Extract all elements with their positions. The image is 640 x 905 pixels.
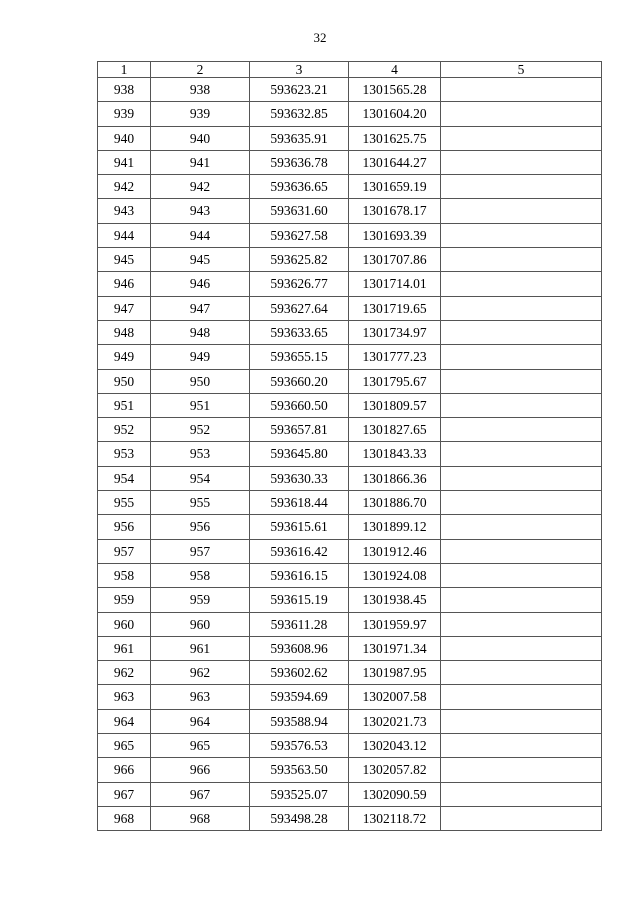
table-cell-col4: 1301924.08	[349, 563, 441, 587]
table-cell-col3: 593630.33	[250, 466, 349, 490]
table-row	[98, 588, 602, 612]
column-header-5: 5	[441, 62, 602, 78]
table-cell-col1: 950	[98, 369, 151, 393]
table-cell-col5	[441, 320, 602, 344]
table-row	[98, 199, 602, 223]
table-cell-col5	[441, 515, 602, 539]
table-cell-col3: 593631.60	[250, 199, 349, 223]
table-cell-col3: 593633.65	[250, 320, 349, 344]
table-cell-col2: 944	[151, 223, 250, 247]
table-cell-col3: 593627.58	[250, 223, 349, 247]
table-cell-col2: 949	[151, 345, 250, 369]
table-cell-col3: 593660.50	[250, 393, 349, 417]
table-cell-col1: 966	[98, 758, 151, 782]
table-cell-col4: 1301659.19	[349, 175, 441, 199]
table-cell-col2: 940	[151, 126, 250, 150]
table-cell-col3: 593657.81	[250, 418, 349, 442]
table-cell-col2: 967	[151, 782, 250, 806]
table-cell-col2: 962	[151, 661, 250, 685]
table-cell-col3: 593616.15	[250, 563, 349, 587]
table-cell-col5	[441, 418, 602, 442]
table-cell-col3: 593608.96	[250, 636, 349, 660]
table-row	[98, 296, 602, 320]
table-cell-col1: 953	[98, 442, 151, 466]
table-cell-col3: 593618.44	[250, 491, 349, 515]
table-cell-col3: 593636.78	[250, 150, 349, 174]
table-cell-col4: 1301678.17	[349, 199, 441, 223]
table-cell-col4: 1301565.28	[349, 78, 441, 102]
table-cell-col2: 938	[151, 78, 250, 102]
table-cell-col5	[441, 296, 602, 320]
table-cell-col1: 947	[98, 296, 151, 320]
table-cell-col2: 955	[151, 491, 250, 515]
table-cell-col5	[441, 491, 602, 515]
table-row	[98, 369, 602, 393]
table-cell-col1: 965	[98, 734, 151, 758]
table-cell-col1: 941	[98, 150, 151, 174]
table-row	[98, 806, 602, 830]
table-cell-col5	[441, 272, 602, 296]
table-cell-col3: 593625.82	[250, 248, 349, 272]
table-cell-col5	[441, 612, 602, 636]
table-cell-col5	[441, 223, 602, 247]
table-cell-col3: 593632.85	[250, 102, 349, 126]
table-row	[98, 612, 602, 636]
table-cell-col4: 1301899.12	[349, 515, 441, 539]
table-cell-col2: 968	[151, 806, 250, 830]
table-cell-col3: 593588.94	[250, 709, 349, 733]
page-number: 32	[313, 30, 327, 45]
table-cell-col3: 593576.53	[250, 734, 349, 758]
table-cell-col2: 966	[151, 758, 250, 782]
table-cell-col3: 593645.80	[250, 442, 349, 466]
table-cell-col5	[441, 709, 602, 733]
table-cell-col1: 945	[98, 248, 151, 272]
table-cell-col1: 955	[98, 491, 151, 515]
table-cell-col2: 965	[151, 734, 250, 758]
table-row	[98, 102, 602, 126]
table-cell-col5	[441, 78, 602, 102]
table-row	[98, 515, 602, 539]
table-cell-col4: 1301707.86	[349, 248, 441, 272]
table-row	[98, 150, 602, 174]
table-cell-col4: 1301604.20	[349, 102, 441, 126]
table-cell-col1: 961	[98, 636, 151, 660]
table-cell-col2: 958	[151, 563, 250, 587]
table-cell-col1: 948	[98, 320, 151, 344]
table-cell-col1: 942	[98, 175, 151, 199]
table-cell-col2: 952	[151, 418, 250, 442]
table-cell-col3: 593635.91	[250, 126, 349, 150]
table-cell-col2: 963	[151, 685, 250, 709]
table-cell-col3: 593616.42	[250, 539, 349, 563]
table-cell-col1: 963	[98, 685, 151, 709]
table-row	[98, 734, 602, 758]
table-cell-col2: 941	[151, 150, 250, 174]
table-row	[98, 345, 602, 369]
table-cell-col1: 959	[98, 588, 151, 612]
table-cell-col4: 1301777.23	[349, 345, 441, 369]
table-cell-col1: 938	[98, 78, 151, 102]
table-row	[98, 539, 602, 563]
table-row	[98, 491, 602, 515]
table-cell-col1: 968	[98, 806, 151, 830]
table-row	[98, 223, 602, 247]
table-row	[98, 782, 602, 806]
table-cell-col1: 967	[98, 782, 151, 806]
table-cell-col4: 1302118.72	[349, 806, 441, 830]
table-cell-col4: 1301719.65	[349, 296, 441, 320]
table-row	[98, 636, 602, 660]
column-header-2: 2	[151, 62, 250, 78]
table-cell-col4: 1301693.39	[349, 223, 441, 247]
table-cell-col2: 961	[151, 636, 250, 660]
table-cell-col1: 951	[98, 393, 151, 417]
table-row	[98, 709, 602, 733]
table-cell-col5	[441, 466, 602, 490]
table-row	[98, 563, 602, 587]
table-cell-col1: 957	[98, 539, 151, 563]
table-row	[98, 418, 602, 442]
table-cell-col2: 964	[151, 709, 250, 733]
table-cell-col5	[441, 345, 602, 369]
table-cell-col1: 960	[98, 612, 151, 636]
table-cell-col1: 943	[98, 199, 151, 223]
table-cell-col5	[441, 758, 602, 782]
table-cell-col5	[441, 588, 602, 612]
table-cell-col4: 1301971.34	[349, 636, 441, 660]
table-cell-col1: 946	[98, 272, 151, 296]
table-cell-col2: 959	[151, 588, 250, 612]
table-cell-col5	[441, 782, 602, 806]
table-cell-col1: 949	[98, 345, 151, 369]
column-header-3: 3	[250, 62, 349, 78]
table-cell-col5	[441, 661, 602, 685]
table-cell-col1: 952	[98, 418, 151, 442]
table-cell-col3: 593615.19	[250, 588, 349, 612]
table-cell-col2: 950	[151, 369, 250, 393]
table-cell-col1: 962	[98, 661, 151, 685]
table-cell-col3: 593660.20	[250, 369, 349, 393]
table-cell-col3: 593627.64	[250, 296, 349, 320]
table-cell-col1: 954	[98, 466, 151, 490]
table-cell-col2: 939	[151, 102, 250, 126]
table-cell-col5	[441, 393, 602, 417]
table-cell-col4: 1301734.97	[349, 320, 441, 344]
table-cell-col2: 948	[151, 320, 250, 344]
table-cell-col1: 944	[98, 223, 151, 247]
table-cell-col3: 593636.65	[250, 175, 349, 199]
table-cell-col2: 954	[151, 466, 250, 490]
table-cell-col4: 1301827.65	[349, 418, 441, 442]
table-cell-col3: 593615.61	[250, 515, 349, 539]
table-cell-col4: 1302090.59	[349, 782, 441, 806]
table-cell-col3: 593623.21	[250, 78, 349, 102]
table-cell-col5	[441, 150, 602, 174]
table-cell-col3: 593611.28	[250, 612, 349, 636]
table-cell-col4: 1301959.97	[349, 612, 441, 636]
table-cell-col4: 1301886.70	[349, 491, 441, 515]
table-cell-col5	[441, 175, 602, 199]
table-cell-col3: 593525.07	[250, 782, 349, 806]
table-cell-col3: 593498.28	[250, 806, 349, 830]
table-cell-col5	[441, 369, 602, 393]
table-cell-col2: 947	[151, 296, 250, 320]
table-cell-col4: 1302057.82	[349, 758, 441, 782]
table-cell-col4: 1301625.75	[349, 126, 441, 150]
table-body	[98, 78, 602, 831]
table-cell-col5	[441, 734, 602, 758]
table-row	[98, 442, 602, 466]
table-header-row	[98, 62, 602, 78]
table-row	[98, 661, 602, 685]
table-cell-col4: 1301809.57	[349, 393, 441, 417]
table-cell-col5	[441, 248, 602, 272]
table-cell-col4: 1301795.67	[349, 369, 441, 393]
column-header-4: 4	[349, 62, 441, 78]
table-cell-col3: 593626.77	[250, 272, 349, 296]
table-row	[98, 78, 602, 102]
table-row	[98, 320, 602, 344]
table-cell-col4: 1301843.33	[349, 442, 441, 466]
table-cell-col4: 1301644.27	[349, 150, 441, 174]
table-cell-col5	[441, 539, 602, 563]
coordinates-table	[97, 61, 602, 831]
table-cell-col5	[441, 199, 602, 223]
table-row	[98, 248, 602, 272]
table-row	[98, 685, 602, 709]
table-row	[98, 272, 602, 296]
table-cell-col2: 943	[151, 199, 250, 223]
table-row	[98, 126, 602, 150]
table-cell-col4: 1302043.12	[349, 734, 441, 758]
table-cell-col5	[441, 442, 602, 466]
table-cell-col2: 942	[151, 175, 250, 199]
table-cell-col5	[441, 636, 602, 660]
table-cell-col1: 958	[98, 563, 151, 587]
table-cell-col3: 593602.62	[250, 661, 349, 685]
table-row	[98, 466, 602, 490]
table-cell-col3: 593655.15	[250, 345, 349, 369]
table-cell-col4: 1302007.58	[349, 685, 441, 709]
table-cell-col3: 593563.50	[250, 758, 349, 782]
column-header-1: 1	[98, 62, 151, 78]
table-cell-col5	[441, 806, 602, 830]
table-cell-col4: 1302021.73	[349, 709, 441, 733]
table-cell-col1: 956	[98, 515, 151, 539]
table-cell-col4: 1301866.36	[349, 466, 441, 490]
table-cell-col2: 957	[151, 539, 250, 563]
table-row	[98, 393, 602, 417]
table-cell-col3: 593594.69	[250, 685, 349, 709]
table-cell-col4: 1301938.45	[349, 588, 441, 612]
table-cell-col2: 951	[151, 393, 250, 417]
table-cell-col2: 946	[151, 272, 250, 296]
table-cell-col2: 945	[151, 248, 250, 272]
table-cell-col1: 964	[98, 709, 151, 733]
table-cell-col2: 960	[151, 612, 250, 636]
table-cell-col4: 1301714.01	[349, 272, 441, 296]
table-row	[98, 175, 602, 199]
table-cell-col1: 940	[98, 126, 151, 150]
table-cell-col5	[441, 102, 602, 126]
table-row	[98, 758, 602, 782]
table-cell-col4: 1301987.95	[349, 661, 441, 685]
table-cell-col5	[441, 126, 602, 150]
table-cell-col5	[441, 563, 602, 587]
table-cell-col5	[441, 685, 602, 709]
table-cell-col1: 939	[98, 102, 151, 126]
table-cell-col2: 953	[151, 442, 250, 466]
table-cell-col4: 1301912.46	[349, 539, 441, 563]
table-cell-col2: 956	[151, 515, 250, 539]
